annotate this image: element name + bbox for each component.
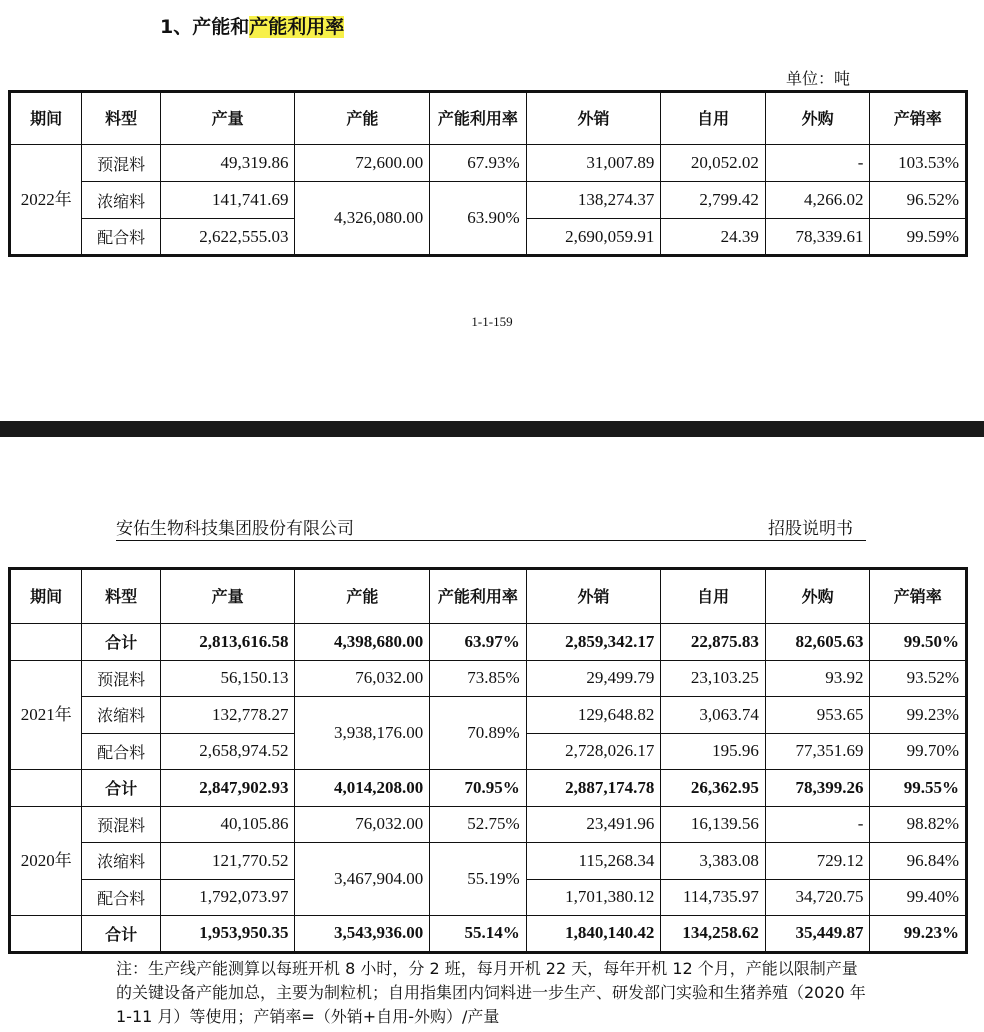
- page-divider: [0, 421, 984, 437]
- type-cell: 预混料: [82, 806, 160, 843]
- total-row: [10, 916, 967, 953]
- capacity-cell: 76,032.00: [295, 806, 430, 843]
- type-cell: 预混料: [82, 145, 160, 182]
- rate-cell: 96.84%: [870, 843, 967, 880]
- type-cell: 浓缩料: [82, 697, 160, 734]
- unit-label: 单位：吨: [786, 69, 851, 88]
- type-cell: 合计: [82, 916, 160, 953]
- output-cell: 1,792,073.97: [160, 879, 295, 916]
- self-use-cell: 195.96: [661, 733, 766, 770]
- type-cell: 浓缩料: [82, 843, 160, 880]
- purchase-cell: 4,266.02: [765, 182, 870, 219]
- col-header: 料型: [82, 92, 160, 145]
- capacity-cell: 4,014,208.00: [295, 770, 430, 807]
- output-cell: 2,847,902.93: [160, 770, 295, 807]
- purchase-cell: 35,449.87: [765, 916, 870, 953]
- self-use-cell: 26,362.95: [661, 770, 766, 807]
- purchase-cell: -: [765, 806, 870, 843]
- period-cell: 2021年: [10, 660, 82, 770]
- capacity-cell: 3,938,176.00: [295, 697, 430, 770]
- rate-cell: 103.53%: [870, 145, 967, 182]
- purchase-cell: 34,720.75: [765, 879, 870, 916]
- output-cell: 121,770.52: [160, 843, 295, 880]
- capacity-table-continued: [8, 567, 968, 954]
- page-number: 1-1-159: [471, 314, 513, 329]
- col-header: 产能利用率: [430, 569, 527, 624]
- total-row: [10, 770, 967, 807]
- rate-cell: 99.23%: [870, 916, 967, 953]
- period-cell: [10, 624, 82, 661]
- capacity-cell: 72,600.00: [295, 145, 430, 182]
- table-row: [10, 145, 967, 182]
- col-header: 期间: [10, 569, 82, 624]
- util-cell: 73.85%: [430, 660, 527, 697]
- col-header: 产能利用率: [430, 92, 527, 145]
- type-cell: 配合料: [82, 219, 160, 256]
- util-cell: 55.19%: [430, 843, 527, 916]
- output-cell: 49,319.86: [160, 145, 295, 182]
- purchase-cell: 78,339.61: [765, 219, 870, 256]
- col-header: 外销: [526, 92, 661, 145]
- ext-sales-cell: 2,728,026.17: [526, 733, 661, 770]
- col-header: 产能: [295, 569, 430, 624]
- rate-cell: 99.55%: [870, 770, 967, 807]
- self-use-cell: 114,735.97: [661, 879, 766, 916]
- output-cell: 2,658,974.52: [160, 733, 295, 770]
- rate-cell: 99.50%: [870, 624, 967, 661]
- col-header: 料型: [82, 569, 160, 624]
- col-header: 外购: [765, 569, 870, 624]
- col-header: 外购: [765, 92, 870, 145]
- type-cell: 浓缩料: [82, 182, 160, 219]
- type-cell: 配合料: [82, 879, 160, 916]
- total-row: [10, 624, 967, 661]
- col-header: 期间: [10, 92, 82, 145]
- purchase-cell: 82,605.63: [765, 624, 870, 661]
- rate-cell: 99.23%: [870, 697, 967, 734]
- purchase-cell: 93.92: [765, 660, 870, 697]
- output-cell: 1,953,950.35: [160, 916, 295, 953]
- ext-sales-cell: 2,887,174.78: [526, 770, 661, 807]
- table-row: [10, 182, 967, 219]
- table-header-row: [10, 569, 967, 624]
- purchase-cell: 953.65: [765, 697, 870, 734]
- output-cell: 132,778.27: [160, 697, 295, 734]
- table-row: [10, 660, 967, 697]
- util-cell: 70.89%: [430, 697, 527, 770]
- rate-cell: 93.52%: [870, 660, 967, 697]
- table-row: [10, 806, 967, 843]
- col-header: 外销: [526, 569, 661, 624]
- capacity-cell: 4,326,080.00: [295, 182, 430, 256]
- ext-sales-cell: 138,274.37: [526, 182, 661, 219]
- table-row: [10, 697, 967, 734]
- util-cell: 55.14%: [430, 916, 527, 953]
- table-footnote: 注：生产线产能测算以每班开机 8 小时，分 2 班，每月开机 22 天，每年开机 12 个月，产能以限制产量的关键设备产能加总，主要为制粒机；自用指集团内饲料进一步生产、研发部门实验和生猪养殖（2020 年 1-11 月）等使用；产销率=（外销+自用-外购）/产量: [116, 959, 866, 1026]
- document-name: 招股说明书: [768, 519, 853, 539]
- ext-sales-cell: 115,268.34: [526, 843, 661, 880]
- col-header: 产销率: [870, 569, 967, 624]
- rate-cell: 96.52%: [870, 182, 967, 219]
- util-cell: 63.97%: [430, 624, 527, 661]
- purchase-cell: 78,399.26: [765, 770, 870, 807]
- rate-cell: 99.70%: [870, 733, 967, 770]
- col-header: 产能: [295, 92, 430, 145]
- rate-cell: 99.40%: [870, 879, 967, 916]
- type-cell: 预混料: [82, 660, 160, 697]
- heading-highlight: 产能利用率: [249, 16, 345, 38]
- col-header: 产量: [160, 569, 295, 624]
- ext-sales-cell: 1,701,380.12: [526, 879, 661, 916]
- table-header-row: [10, 92, 967, 145]
- company-name: 安佑生物科技集团股份有限公司: [116, 519, 354, 539]
- ext-sales-cell: 31,007.89: [526, 145, 661, 182]
- output-cell: 56,150.13: [160, 660, 295, 697]
- purchase-cell: 77,351.69: [765, 733, 870, 770]
- ext-sales-cell: 2,859,342.17: [526, 624, 661, 661]
- self-use-cell: 3,383.08: [661, 843, 766, 880]
- table-row: [10, 843, 967, 880]
- ext-sales-cell: 1,840,140.42: [526, 916, 661, 953]
- col-header: 自用: [661, 569, 766, 624]
- self-use-cell: 16,139.56: [661, 806, 766, 843]
- self-use-cell: 134,258.62: [661, 916, 766, 953]
- self-use-cell: 20,052.02: [661, 145, 766, 182]
- rate-cell: 98.82%: [870, 806, 967, 843]
- col-header: 自用: [661, 92, 766, 145]
- ext-sales-cell: 23,491.96: [526, 806, 661, 843]
- col-header: 产量: [160, 92, 295, 145]
- capacity-cell: 3,467,904.00: [295, 843, 430, 916]
- capacity-table-2022: [8, 90, 968, 257]
- period-cell: 2020年: [10, 806, 82, 916]
- header-rule: [116, 540, 866, 541]
- self-use-cell: 22,875.83: [661, 624, 766, 661]
- output-cell: 2,622,555.03: [160, 219, 295, 256]
- type-cell: 配合料: [82, 733, 160, 770]
- section-heading: [160, 12, 344, 39]
- output-cell: 40,105.86: [160, 806, 295, 843]
- heading-prefix: 1、产能和: [160, 16, 250, 38]
- capacity-cell: 76,032.00: [295, 660, 430, 697]
- ext-sales-cell: 29,499.79: [526, 660, 661, 697]
- ext-sales-cell: 129,648.82: [526, 697, 661, 734]
- self-use-cell: 2,799.42: [661, 182, 766, 219]
- self-use-cell: 23,103.25: [661, 660, 766, 697]
- period-cell: [10, 770, 82, 807]
- purchase-cell: -: [765, 145, 870, 182]
- type-cell: 合计: [82, 624, 160, 661]
- util-cell: 67.93%: [430, 145, 527, 182]
- output-cell: 2,813,616.58: [160, 624, 295, 661]
- capacity-cell: 4,398,680.00: [295, 624, 430, 661]
- capacity-cell: 3,543,936.00: [295, 916, 430, 953]
- col-header: 产销率: [870, 92, 967, 145]
- purchase-cell: 729.12: [765, 843, 870, 880]
- util-cell: 70.95%: [430, 770, 527, 807]
- type-cell: 合计: [82, 770, 160, 807]
- period-cell: [10, 916, 82, 953]
- util-cell: 63.90%: [430, 182, 527, 256]
- output-cell: 141,741.69: [160, 182, 295, 219]
- ext-sales-cell: 2,690,059.91: [526, 219, 661, 256]
- util-cell: 52.75%: [430, 806, 527, 843]
- self-use-cell: 24.39: [661, 219, 766, 256]
- self-use-cell: 3,063.74: [661, 697, 766, 734]
- rate-cell: 99.59%: [870, 219, 967, 256]
- period-cell: 2022年: [10, 145, 82, 256]
